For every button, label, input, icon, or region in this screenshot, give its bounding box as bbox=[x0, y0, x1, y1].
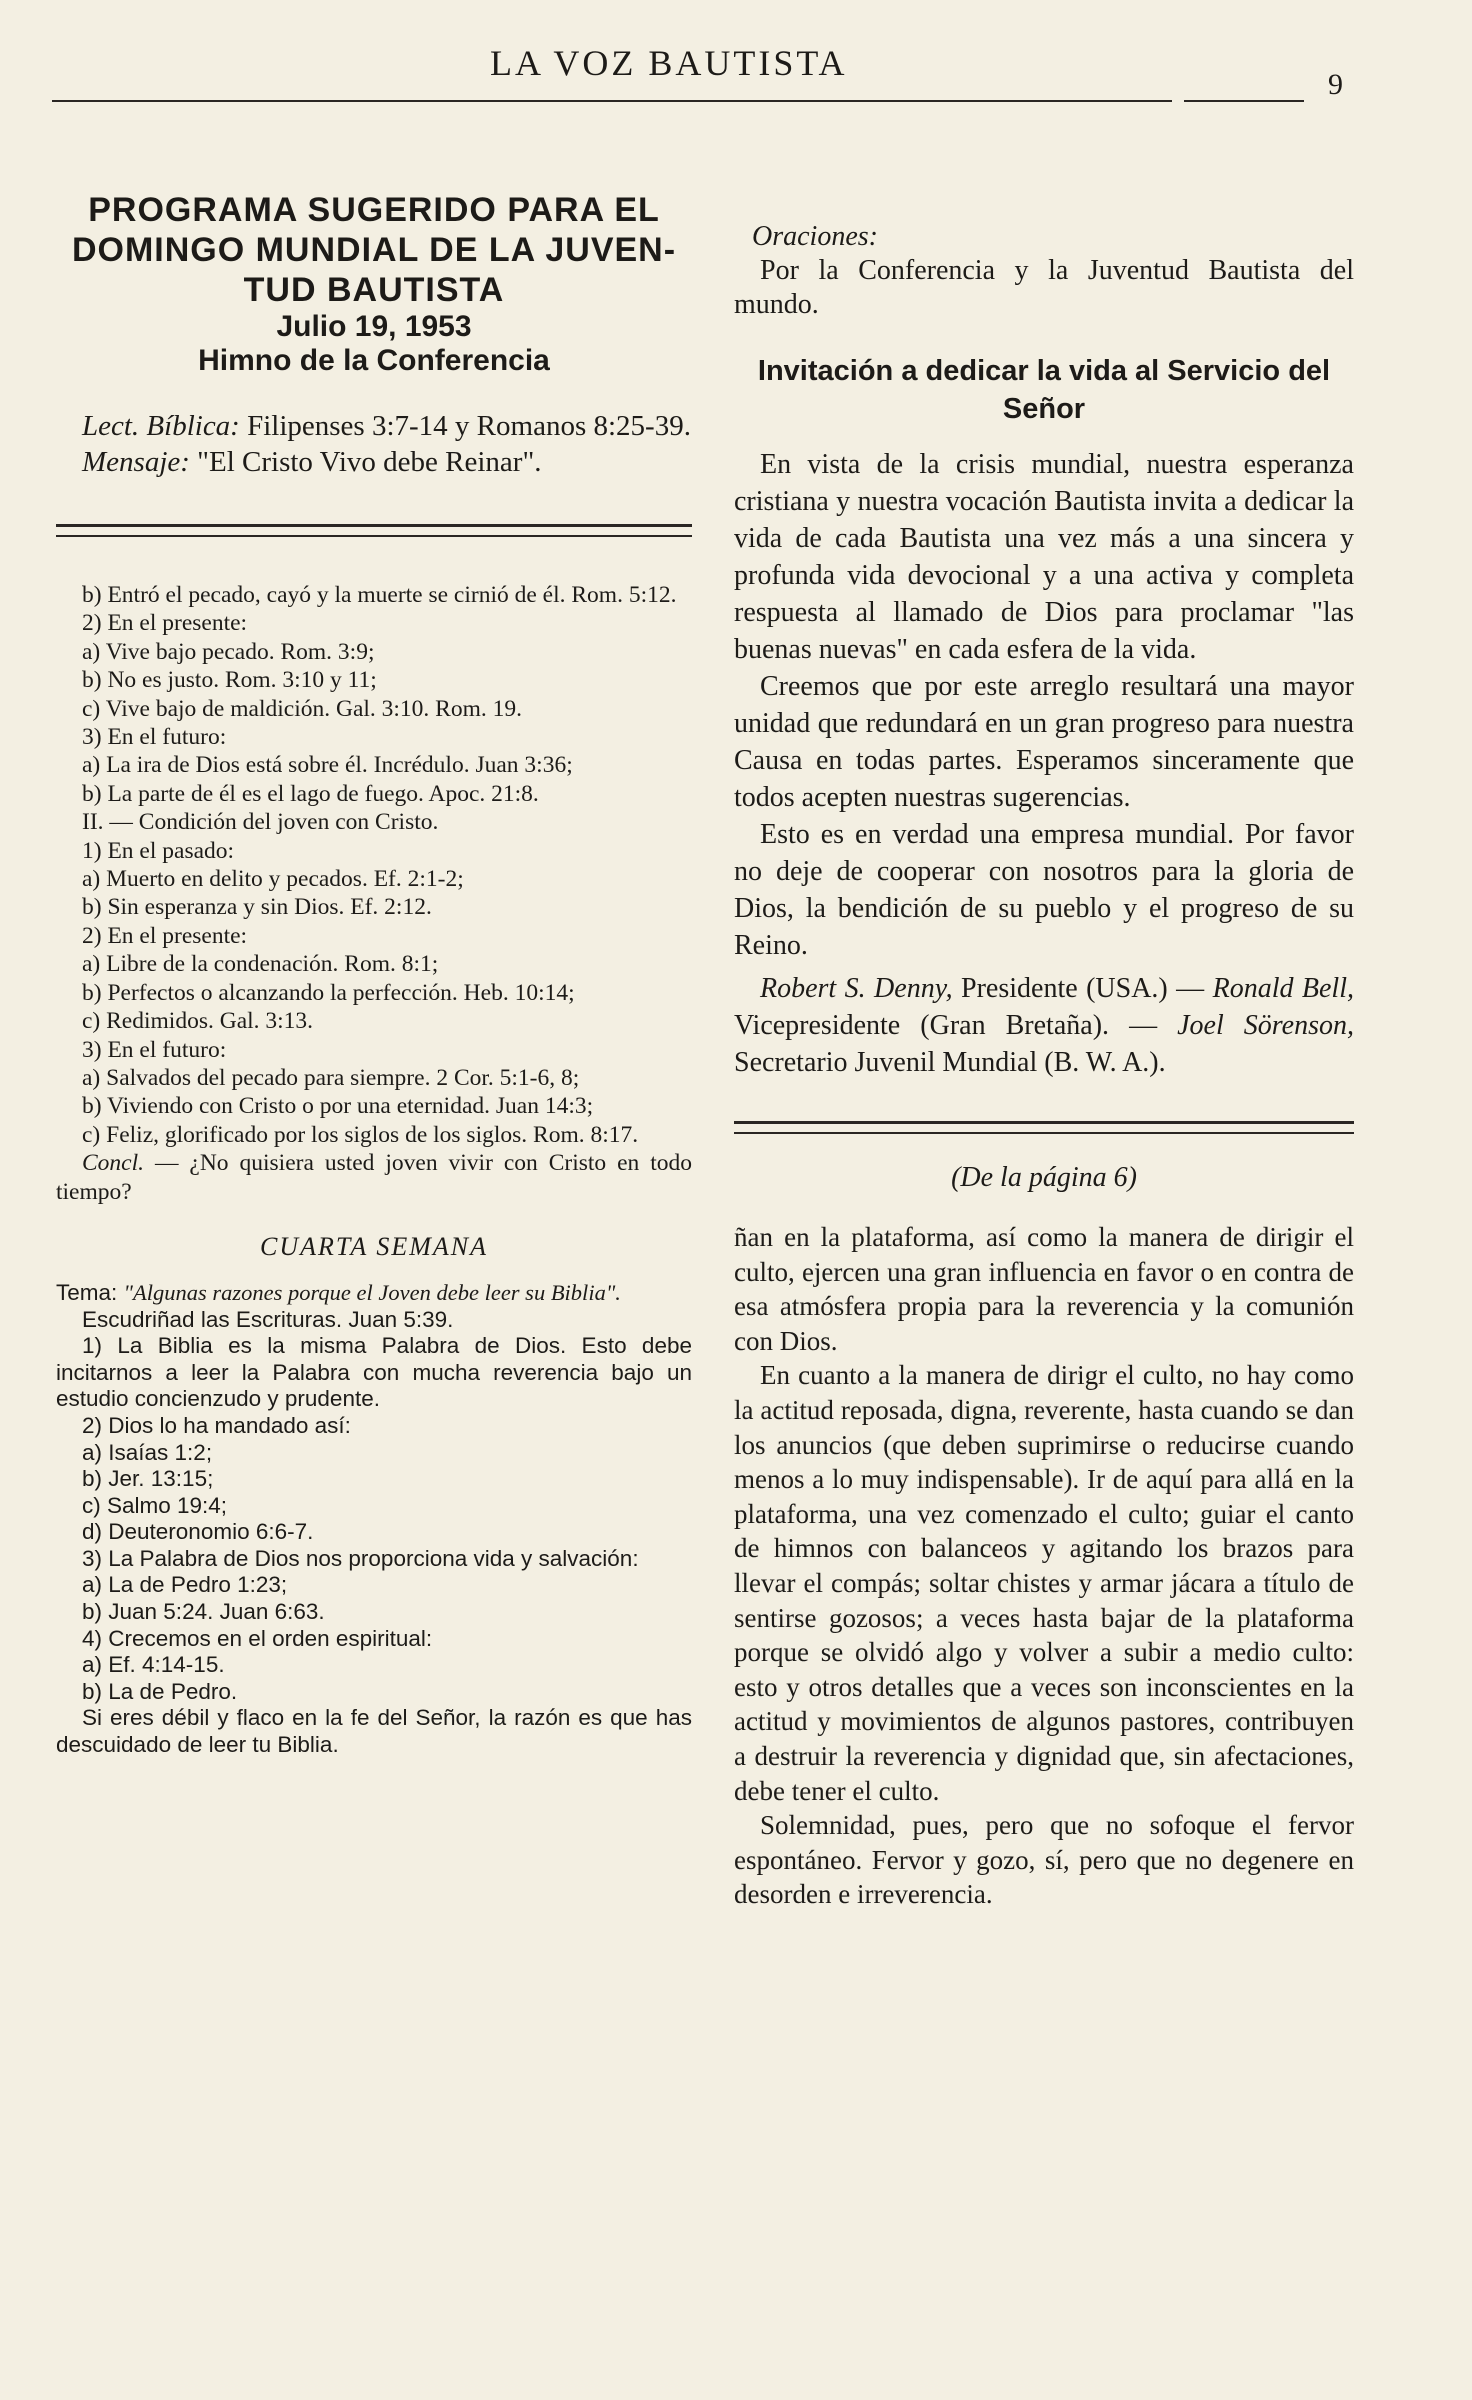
list-item: Escudriñad las Escrituras. Juan 5:39. bbox=[82, 1306, 454, 1332]
list-item: b) La de Pedro. bbox=[82, 1678, 238, 1704]
list-item: b) Perfectos o alcanzando la perfección. Heb. 10:14; bbox=[82, 979, 575, 1006]
continuation-heading: (De la página 6) bbox=[951, 1162, 1137, 1193]
list-item: 2) En el presente: bbox=[82, 610, 248, 637]
list-item: a) Isaías 1:2; bbox=[82, 1439, 213, 1465]
list-item: a) Vive bajo pecado. Rom. 3:9; bbox=[82, 638, 375, 665]
list-item: 4) Crecemos en el orden espiritual: bbox=[82, 1625, 433, 1651]
list-item: b) No es justo. Rom. 3:10 y 11; bbox=[82, 667, 377, 694]
list-item: 1) En el pasado: bbox=[82, 837, 235, 864]
cuarta-list bbox=[56, 1280, 692, 1759]
list-item: b) La parte de él es el lago de fuego. Apoc. 21:8. bbox=[82, 780, 539, 807]
program-title-line: TUD BAUTISTA bbox=[243, 271, 505, 309]
concl-label: Concl. bbox=[82, 1150, 145, 1177]
paragraph: En cuanto a la manera de dirigr el culto, no hay como la actitud reposada, digna, reverente, hasta cuando se dan los anuncios (que deben suprimirse o reducirse cuando menos a lo muy indispensable). Ir de aquí para allá en la plataforma, una vez comenzado el culto; guiar el canto de himnos con balanceos y agitando los brazos para llevar el compás; soltar chistes y armar jácara a título de sentirse gozosos; a veces hasta bajar de la plataforma porque se olvidó algo y volver a subir a medio culto: esto y otros detalles que a veces son inconscientes en la actitud y movimientos de algunos pastores, contribuyen a destruir la reverencia y dignidad que, sin afectaciones, debe tener el culto. bbox=[734, 1360, 1354, 1806]
list-item: a) Salvados del pecado para siempre. 2 Cor. 5:1-6, 8; bbox=[82, 1064, 580, 1091]
list-item: 2) Dios lo ha mandado así: bbox=[82, 1412, 351, 1438]
paragraph: Solemnidad, pues, pero que no sofoque el fervor espontáneo. Fervor y gozo, sí, pero que no degenere en desorden e irreverencia. bbox=[734, 1810, 1354, 1910]
list-item: 1) La Biblia es la misma Palabra de Dios. Esto debe incitarnos a leer la Palabra con mucha reverencia bajo un estudio concienzudo y prudente. bbox=[56, 1333, 692, 1412]
program-readings bbox=[56, 408, 692, 480]
program-title-line: PROGRAMA SUGERIDO PARA EL bbox=[88, 191, 660, 229]
paragraph: Esto es en verdad una empresa mundial. Por favor no deje de cooperar con nosotros para la gloria de Dios, la bendición de su pueblo y el progreso de su Reino. bbox=[734, 819, 1354, 961]
paragraph: Creemos que por este arreglo resultará una mayor unidad que redundará en un gran progreso para nuestra Causa en todas partes. Esperamos sinceramente que todos acepten nuestras sugerencias. bbox=[734, 671, 1354, 813]
list-item: b) Jer. 13:15; bbox=[82, 1466, 214, 1492]
lect-label: Lect. Bíblica: bbox=[82, 410, 240, 442]
list-item: b) Sin esperanza y sin Dios. Ef. 2:12. bbox=[82, 894, 432, 921]
list-item: d) Deuteronomio 6:6-7. bbox=[82, 1519, 314, 1545]
sig1-role: Presidente (USA.) — bbox=[952, 973, 1213, 1004]
paragraph: En vista de la crisis mundial, nuestra esperanza cristiana y nuestra vocación Bautista invita a dedicar la vida de cada Bautista una vez más a una sincera y profunda vida devocional y a una activa y completa respuesta al llamado de Dios para proclamar "las buenas nuevas" en cada esfera de la vida. bbox=[734, 449, 1354, 665]
list-item: c) Feliz, glorificado por los siglos de los siglos. Rom. 8:17. bbox=[82, 1121, 639, 1148]
tema bbox=[56, 1280, 692, 1307]
cuarta-heading: CUARTA SEMANA bbox=[260, 1231, 488, 1261]
program-date: Julio 19, 1953 bbox=[276, 310, 472, 343]
list-item: 3) La Palabra de Dios nos proporciona vida y salvación: bbox=[82, 1545, 639, 1571]
signatures bbox=[734, 970, 1354, 1081]
list-item: 3) En el futuro: bbox=[82, 1036, 227, 1063]
sig3-name: Joel Sörenson, bbox=[1177, 1010, 1354, 1041]
program-title-line: DOMINGO MUNDIAL DE LA JUVEN- bbox=[71, 231, 677, 269]
continuation-body bbox=[734, 1220, 1354, 1912]
list-item: a) La de Pedro 1:23; bbox=[82, 1572, 288, 1598]
list-item: b) Viviendo con Cristo o por una eternidad. Juan 14:3; bbox=[82, 1093, 594, 1120]
header-rule-mid bbox=[672, 100, 1172, 102]
program-hymn: Himno de la Conferencia bbox=[198, 344, 550, 377]
page-number: 9 bbox=[1328, 68, 1343, 101]
sig1-name: Robert S. Denny, bbox=[760, 973, 953, 1004]
conclusion bbox=[56, 1149, 692, 1206]
list-item: 3) En el futuro: bbox=[82, 724, 227, 751]
sig2-role: Vicepresidente (Gran Bretaña). — bbox=[734, 1010, 1178, 1041]
list-item: a) Muerto en delito y pecados. Ef. 2:1-2; bbox=[82, 866, 464, 893]
sig2-name: Ronald Bell, bbox=[1212, 973, 1354, 1004]
concl-text: — ¿No quisiera usted joven vivir con Cristo en todo tiempo? bbox=[56, 1150, 692, 1205]
paragraph: ñan en la plataforma, así como la manera de dirigir el culto, ejercen una gran influencia en favor o en contra de esa atmósfera propia para la reverencia y la comunión con Dios. bbox=[734, 1222, 1354, 1356]
list-item: II. — Condición del joven con Cristo. bbox=[82, 809, 439, 836]
list-item: a) La ira de Dios está sobre él. Incrédulo. Juan 3:36; bbox=[82, 752, 573, 779]
list-item: b) Juan 5:24. Juan 6:63. bbox=[82, 1599, 325, 1625]
right-column bbox=[734, 220, 1354, 1912]
invitacion-title: Invitación a dedicar la vida al Servicio del Señor bbox=[757, 355, 1331, 425]
tema-label: Tema: bbox=[56, 1279, 118, 1305]
outline-list bbox=[56, 581, 692, 1206]
mensaje-label: Mensaje: bbox=[82, 446, 190, 478]
magazine-title: LA VOZ BAUTISTA bbox=[490, 43, 848, 83]
list-item: a) Libre de la condenación. Rom. 8:1; bbox=[82, 951, 439, 978]
list-item: c) Vive bajo de maldición. Gal. 3:10. Rom. 19. bbox=[82, 695, 523, 722]
header-rule-right bbox=[1184, 100, 1304, 102]
sig3-role: Secretario Juvenil Mundial (B. W. A.). bbox=[734, 1047, 1166, 1078]
page-header bbox=[0, 38, 1472, 128]
oraciones-label: Oraciones: bbox=[752, 221, 878, 252]
invitacion-body bbox=[734, 446, 1354, 1081]
tema-text: "Algunas razones porque el Joven debe leer su Biblia". bbox=[123, 1279, 621, 1305]
list-item: 2) En el presente: bbox=[82, 922, 248, 949]
section-divider bbox=[56, 524, 692, 537]
lect-text: Filipenses 3:7-14 y Romanos 8:25-39. bbox=[247, 410, 691, 442]
list-item: a) Ef. 4:14-15. bbox=[82, 1652, 225, 1678]
oraciones-block bbox=[734, 220, 1354, 322]
oraciones-text: Por la Conferencia y la Juventud Bautista del mundo. bbox=[734, 255, 1354, 320]
list-item: Si eres débil y flaco en la fe del Señor, la razón es que has descuidado de leer tu Biblia. bbox=[56, 1705, 692, 1758]
header-rule-left bbox=[52, 100, 672, 102]
program-title bbox=[56, 190, 692, 310]
list-item: c) Salmo 19:4; bbox=[82, 1492, 228, 1518]
list-item: b) Entró el pecado, cayó y la muerte se cirnió de él. Rom. 5:12. bbox=[82, 582, 677, 608]
list-item: c) Redimidos. Gal. 3:13. bbox=[82, 1008, 314, 1035]
section-divider bbox=[734, 1121, 1354, 1134]
mensaje-text: "El Cristo Vivo debe Reinar". bbox=[197, 446, 542, 478]
left-column bbox=[56, 190, 692, 1759]
